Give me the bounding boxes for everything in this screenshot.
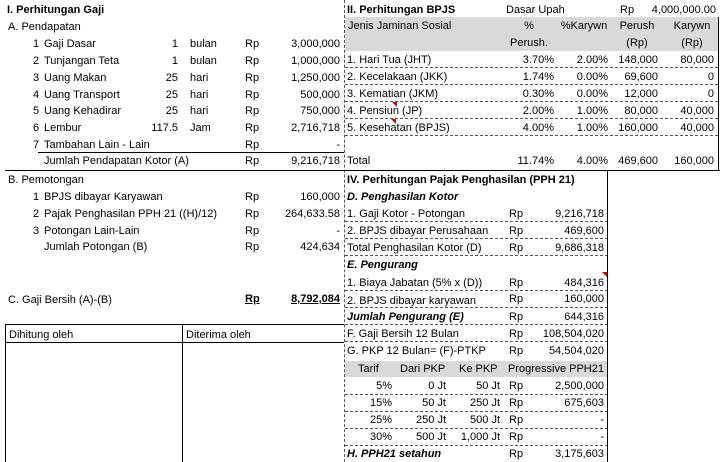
signature-box-dihitung[interactable] (6, 343, 182, 462)
bpjs-row-line-1 (345, 84, 718, 85)
dihitung-oleh-label: Dihitung oleh (9, 329, 74, 341)
bpjs-title: II. Perhitungan BPJS (347, 4, 456, 16)
bpjs-row-line-3 (345, 118, 718, 119)
pph-d-header: D. Penghasilan Kotor (347, 191, 459, 203)
center-divider (344, 0, 345, 462)
dasar-upah-currency: Rp (620, 4, 635, 16)
pemotongan-header: B. Pemotongan (8, 174, 84, 186)
gaji-title: I. Perhitungan Gaji (7, 4, 105, 16)
pph-line-1 (345, 221, 608, 222)
pph-line-4 (345, 290, 608, 291)
bpjs-row-line-2 (345, 101, 718, 102)
pph-line-11 (345, 445, 608, 446)
bpjs-right-border (718, 17, 719, 170)
dasar-upah-value: 4,000,000.00 (651, 4, 716, 16)
row-label: Uang Kehadirar (44, 105, 122, 117)
pph-line-7 (345, 341, 608, 342)
dasar-upah-label: Dasar Upah (506, 4, 565, 16)
pph-line-6 (345, 324, 608, 325)
pph-title: IV. Perhitungan Pajak Penghasilan (PPH 21) (347, 174, 575, 186)
row-label: Uang Makan (44, 72, 107, 84)
signature-top-line (5, 324, 344, 325)
diterima-oleh-label: Diterima oleh (186, 329, 251, 341)
bpjs-row-line-4 (345, 135, 718, 136)
bpjs-row-line-0 (345, 67, 718, 68)
signature-box-diterima[interactable] (183, 343, 344, 462)
pph-line-8 (345, 394, 608, 395)
header-jenis: Jenis Jaminan Sosial (348, 20, 452, 32)
section-divider-b (5, 170, 720, 171)
row-label: Tambahan Lain - Lain (44, 139, 150, 151)
pph-line-10 (345, 428, 608, 429)
gaji-total-line (38, 152, 344, 153)
pph-right-border (607, 170, 608, 462)
row-label: Uang Transport (44, 89, 120, 101)
pph-line-2 (345, 238, 608, 239)
pph-line-3 (345, 255, 608, 256)
row-label: Gaji Dasar (44, 38, 96, 50)
pph-e-header: E. Pengurang (347, 259, 418, 271)
row-label: Tunjangan Teta (44, 55, 120, 67)
pph-line-9 (345, 411, 608, 412)
row-label: Lembur (44, 122, 82, 134)
pendapatan-header: A. Pendapatan (8, 21, 81, 33)
